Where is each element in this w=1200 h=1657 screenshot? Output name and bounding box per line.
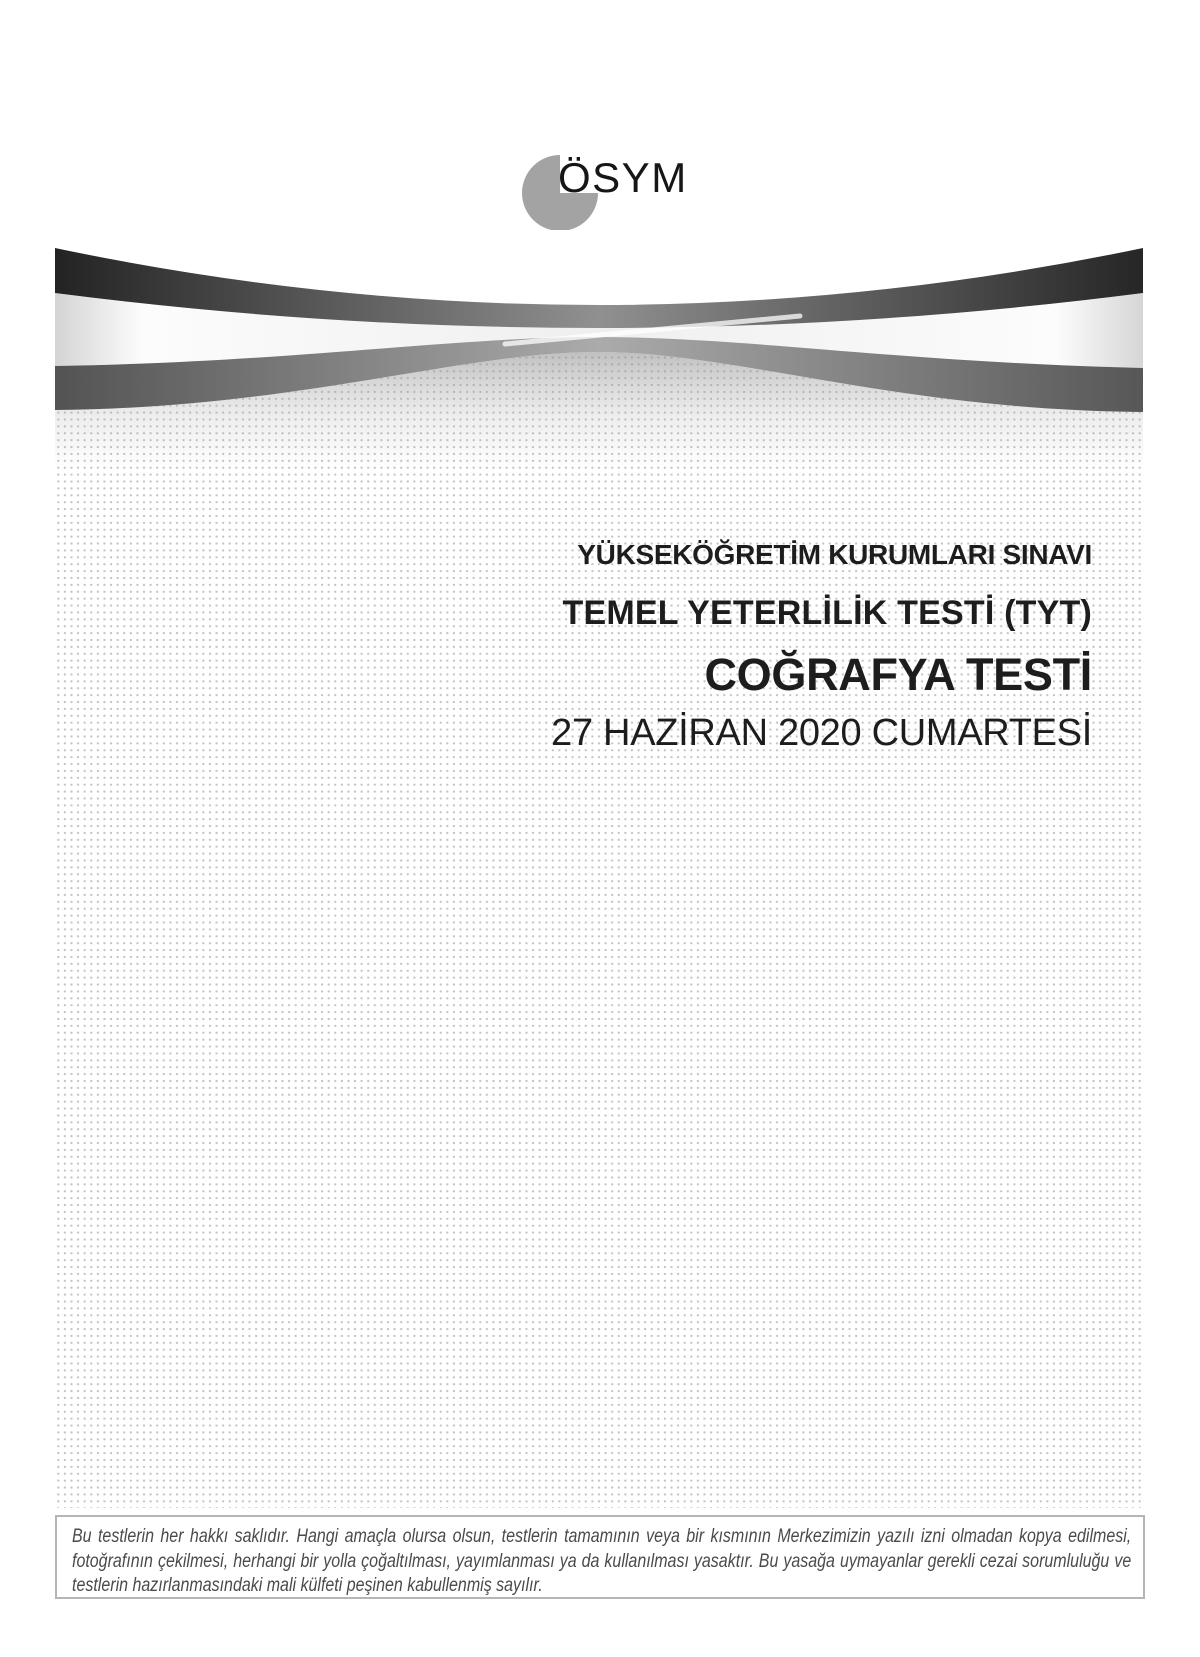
test-type-line: TEMEL YETERLİLİK TESTİ (TYT) xyxy=(562,594,1092,632)
copyright-text: Bu testlerin her hakkı saklıdır. Hangi amaçla olursa olsun, testlerin tamamının veya bir kısmının Merkezimizin yazılı izni olmadan kopya edilmesi, fotoğrafının çekilmesi, herhangi bir yolla çoğaltılması, yayımlanması ya da kullanılması yasaktır. Bu yasağa uymayanlar gerekli cezai sorumluluğu ve testlerin hazırlanmasındaki mali külfeti peşinen kabullenmiş sayılır. xyxy=(72,1526,1132,1596)
osym-wordmark: ÖSYM xyxy=(558,154,688,201)
subject-line: COĞRAFYA TESTİ xyxy=(704,649,1092,700)
exam-name-line: YÜKSEKÖĞRETİM KURUMLARI SINAVI xyxy=(577,539,1092,570)
exam-date-line: 27 HAZİRAN 2020 CUMARTESİ xyxy=(551,712,1092,754)
copyright-box xyxy=(55,1515,1145,1599)
swoosh-ribbons xyxy=(55,230,1143,470)
